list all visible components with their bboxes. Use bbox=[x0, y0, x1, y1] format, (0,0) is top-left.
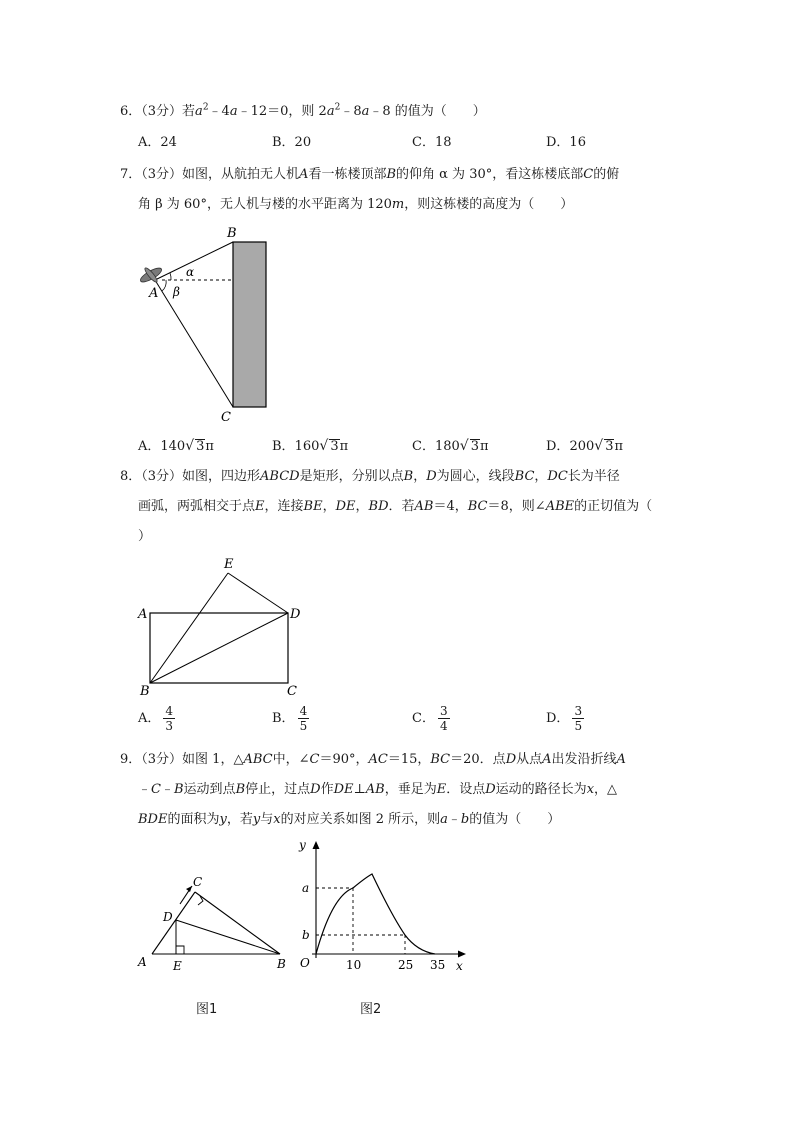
arrow-icon bbox=[180, 886, 192, 904]
tick-label-10: 10 bbox=[346, 958, 362, 972]
side-ac bbox=[152, 892, 195, 954]
label-c: C bbox=[193, 875, 203, 889]
beta-arc bbox=[162, 280, 166, 291]
label-d: D bbox=[163, 910, 173, 924]
q7-option-c: C．180√ 3π bbox=[412, 438, 489, 454]
y-x-curve bbox=[316, 874, 435, 954]
q8-stem-line3: ） bbox=[138, 529, 152, 544]
tick-label-25: 25 bbox=[398, 958, 414, 972]
label-e: E bbox=[173, 959, 182, 973]
side-cb bbox=[195, 892, 280, 954]
value-label-b: b bbox=[302, 928, 310, 942]
right-angle-e bbox=[176, 946, 184, 954]
label-a: A bbox=[138, 955, 147, 969]
label-b: B bbox=[140, 684, 150, 699]
q6-option-d: D．16 bbox=[546, 135, 586, 150]
q9-stem-line1: 9．（3分）如图 1，△ABC中，∠C＝90°，AC＝15，BC＝20．点D从点A出发沿折线A bbox=[120, 752, 626, 767]
line-be bbox=[150, 573, 228, 683]
q9-stem-line3: BDE的面积为y，若y与x的对应关系如图 2 所示，则a﹣b的值为（ ） bbox=[138, 812, 561, 827]
label-b: B bbox=[227, 226, 237, 241]
value-label-a: a bbox=[302, 881, 310, 895]
axis-label-x: x bbox=[456, 959, 463, 973]
line-de bbox=[228, 573, 288, 613]
q7-stem-line2: 角 β 为 60°，无人机与楼的水平距离为 120m，则这栋楼的高度为（ ） bbox=[138, 197, 574, 212]
q7-option-b: B．160√ 3π bbox=[272, 438, 349, 454]
label-d: D bbox=[290, 607, 301, 622]
origin-label: O bbox=[300, 956, 310, 970]
q6-option-b: B．20 bbox=[272, 135, 312, 150]
label-c: C bbox=[287, 684, 297, 699]
label-b: B bbox=[277, 957, 286, 971]
label-beta: β bbox=[173, 285, 180, 299]
y-axis-arrow-icon bbox=[313, 841, 320, 849]
q8-option-b: B． $\frac{4}{5}$ bbox=[272, 704, 308, 733]
label-a: A bbox=[149, 286, 159, 301]
q7-figure bbox=[130, 222, 280, 427]
segment-db bbox=[176, 920, 280, 954]
q9-figure1 bbox=[132, 870, 297, 975]
q7-stem-line1: 7．（3分）如图，从航拍无人机A看一栋楼顶部B的仰角 α 为 30°，看这栋楼底部C的俯 bbox=[120, 167, 620, 182]
q8-option-d: D． $\frac{3}{5}$ bbox=[546, 704, 583, 733]
label-a: A bbox=[138, 607, 148, 622]
q8-option-c: C． $\frac{3}{4}$ bbox=[412, 704, 448, 733]
label-e: E bbox=[224, 557, 234, 572]
building bbox=[233, 242, 266, 407]
q9-figure2 bbox=[292, 836, 472, 976]
line-bd bbox=[150, 613, 288, 683]
x-axis-arrow-icon bbox=[458, 951, 466, 958]
q8-stem-line1: 8．（3分）如图，四边形ABCD是矩形，分别以点B，D为圆心，线段BC，DC长为半径 bbox=[120, 469, 620, 484]
q9-stem-line2: ﹣C﹣B运动到点B停止，过点D作DE⊥AB，垂足为E．设点D运动的路径长为x，△ bbox=[138, 782, 618, 797]
q7-option-d: D．200√ 3π bbox=[546, 438, 624, 454]
q6-option-c: C．18 bbox=[412, 135, 452, 150]
q7-option-a: A．140√ 3π bbox=[138, 438, 214, 454]
q8-stem-line2: 画弧，两弧相交于点E，连接BE，DE，BD．若AB＝4，BC＝8，则∠ABE的正切值为（ bbox=[138, 499, 653, 514]
figure2-caption: 图2 bbox=[360, 1002, 382, 1017]
drone-icon bbox=[139, 266, 164, 285]
q6-option-a: A．24 bbox=[138, 135, 177, 150]
alpha-arc bbox=[170, 273, 171, 280]
axis-label-y: y bbox=[299, 838, 306, 852]
label-alpha: α bbox=[186, 265, 195, 279]
q8-figure bbox=[130, 552, 310, 702]
line-ac bbox=[155, 280, 233, 407]
tick-label-35: 35 bbox=[430, 958, 446, 972]
q6-stem: 6．（3分）若$a^2﹣4a﹣12=0$，则 $2a^2﹣8a﹣8$ 的值为（ ） bbox=[120, 102, 486, 119]
label-c: C bbox=[221, 410, 231, 425]
q8-option-a: A． $\frac{4}{3}$ bbox=[138, 704, 174, 733]
figure1-caption: 图1 bbox=[196, 1002, 218, 1017]
